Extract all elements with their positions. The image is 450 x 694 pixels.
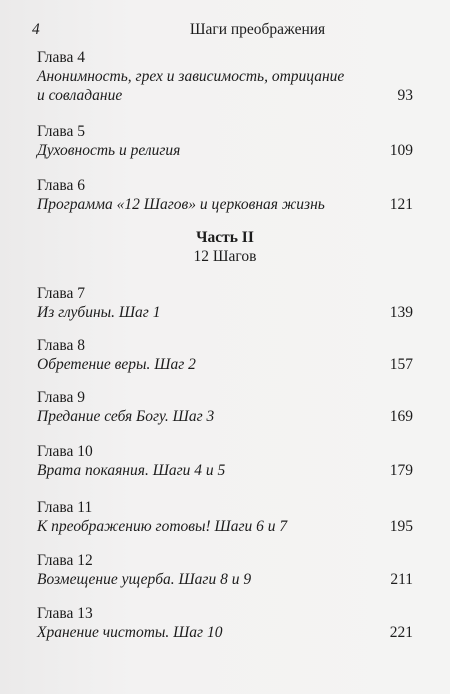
chapter-label: Глава 12 [37,552,93,569]
chapter-row [37,461,413,480]
page-number: 4 [32,21,40,38]
chapter-page-number: 109 [389,142,413,159]
toc-entry [37,176,413,214]
chapter-page-number: 157 [389,356,413,373]
chapter-label: Глава 10 [37,443,93,460]
chapter-label: Глава 4 [37,49,86,66]
chapter-title: Врата покаяния. Шаги 4 и 5 [37,462,226,479]
chapter-title-continued: и совладание [37,87,123,104]
chapter-row [37,623,413,642]
part-heading [0,228,450,266]
toc-entry [37,604,413,642]
chapter-row [37,303,413,322]
chapter-row [37,355,413,374]
toc-entry [37,498,413,536]
chapter-page-number: 221 [389,624,413,641]
chapter-title: Возмещение ущерба. Шаги 8 и 9 [37,571,252,588]
chapter-label: Глава 7 [37,285,86,302]
book-title: Шаги преображения [189,21,326,38]
part-title: Часть II [196,229,254,246]
chapter-page-number: 169 [389,408,413,425]
chapter-row [37,141,413,160]
toc-entry [37,122,413,160]
chapter-label: Глава 6 [37,177,86,194]
chapter-row [37,570,413,589]
chapter-title: Духовность и религия [37,142,181,159]
chapter-row [37,195,413,214]
chapter-title: Анонимность, грех и зависимость, отрицание [37,68,345,85]
chapter-page-number: 139 [389,304,413,321]
chapter-title: Обретение веры. Шаг 2 [37,356,196,373]
chapter-row [37,407,413,426]
chapter-page-number: 195 [389,518,413,535]
toc-entry [37,48,413,105]
running-head [32,21,413,39]
chapter-page-number: 179 [389,462,413,479]
chapter-title: Программа «12 Шагов» и церковная жизнь [37,196,325,213]
chapter-title: К преображению готовы! Шаги 6 и 7 [37,518,288,535]
toc-entry [37,388,413,426]
chapter-title: Хранение чистоты. Шаг 10 [37,624,223,641]
chapter-row [37,517,413,536]
chapter-row [37,67,413,105]
chapter-label: Глава 5 [37,123,86,140]
chapter-page-number: 121 [389,196,413,213]
chapter-label: Глава 11 [37,499,93,516]
chapter-title: Из глубины. Шаг 1 [37,304,161,321]
part-subtitle: 12 Шагов [193,248,257,265]
toc-entry [37,284,413,322]
chapter-label: Глава 8 [37,337,86,354]
chapter-label: Глава 9 [37,389,86,406]
toc-entry [37,551,413,589]
toc-entry [37,442,413,480]
toc-entry [37,336,413,374]
chapter-title: Предание себя Богу. Шаг 3 [37,408,215,425]
chapter-page-number: 93 [397,87,413,104]
chapter-page-number: 211 [390,571,413,588]
chapter-label: Глава 13 [37,605,93,622]
